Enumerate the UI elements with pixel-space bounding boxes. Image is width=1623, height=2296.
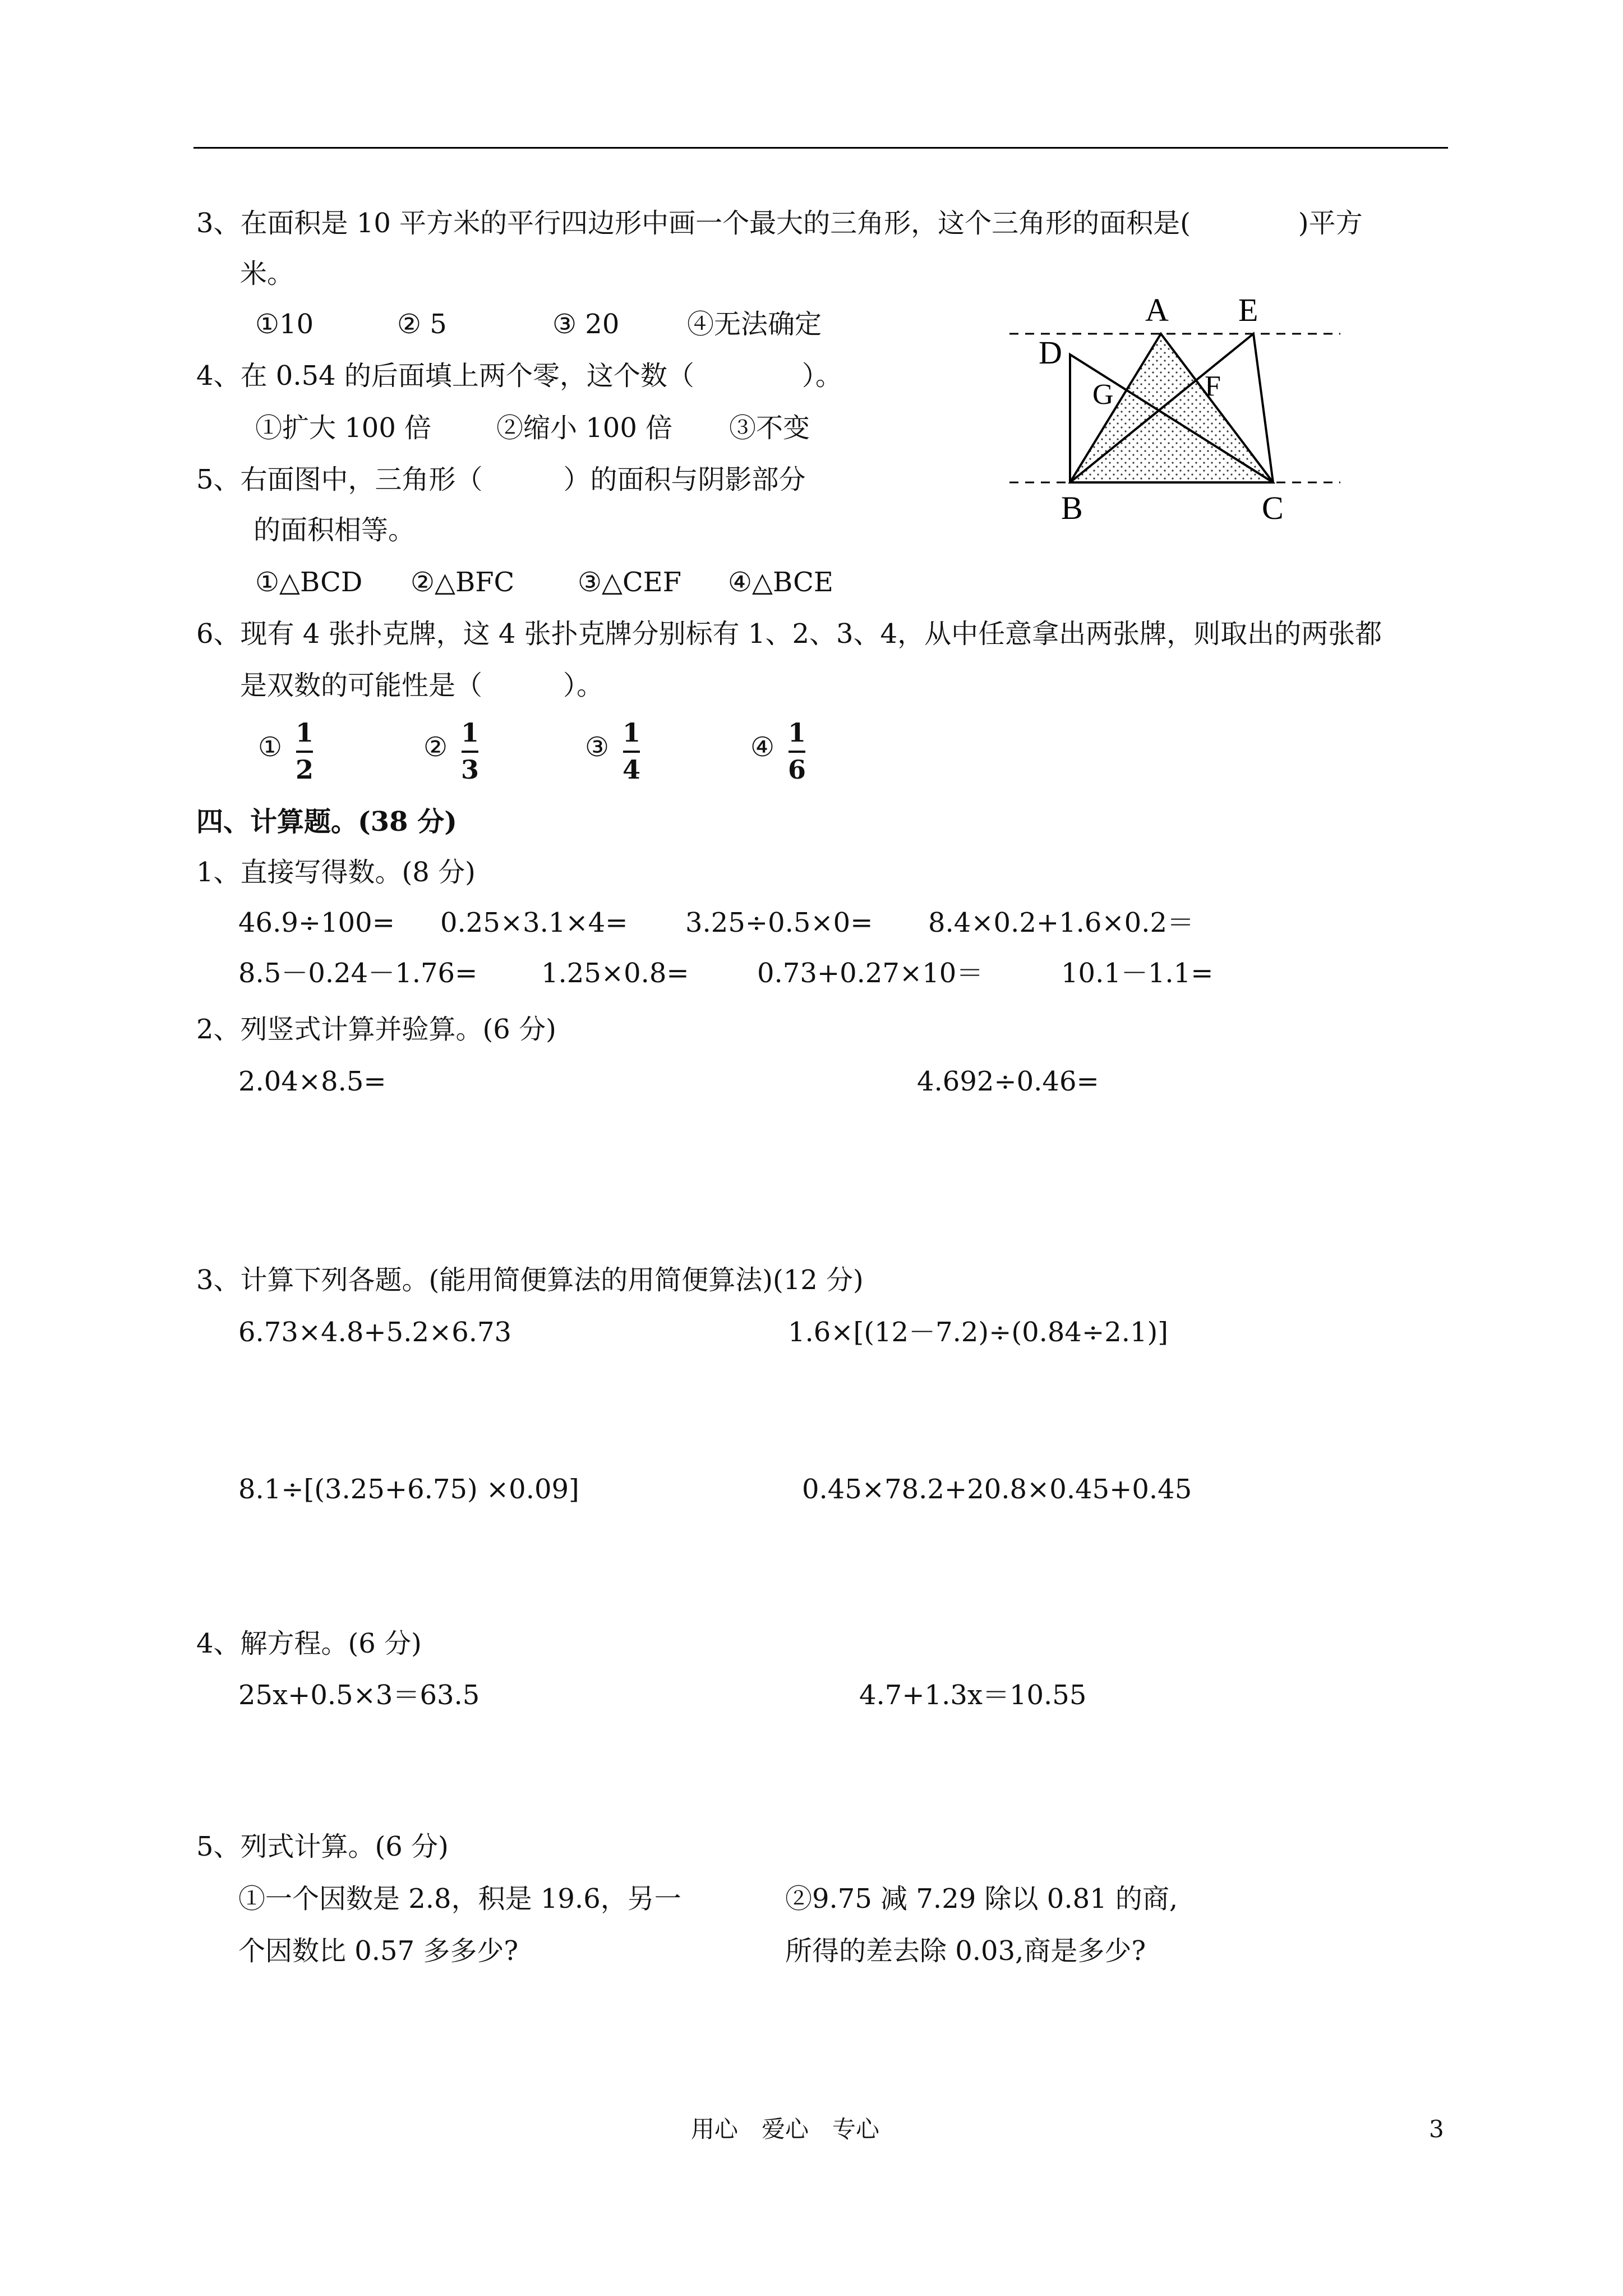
q3-option-2: ② 5 [397,309,447,340]
page-number: 3 [1429,2115,1444,2143]
label-b: B [1061,490,1083,526]
fraction-bar [462,751,478,753]
label-g: G [1092,379,1114,411]
label-f: F [1205,370,1221,402]
fraction-numerator: 1 [295,717,313,748]
calc-2-expr-1: 2.04×8.5= [238,1066,386,1097]
header-rule [193,147,1448,149]
q6-text: 6、现有 4 张扑克牌，这 4 张扑克牌分别标有 1、2、3、4，从中任意拿出两张牌，则取出的两张都 [196,618,1382,650]
fraction-numerator: 1 [787,717,806,748]
fraction-numerator: 1 [460,717,479,748]
q6-option-2-mark: ② [423,731,448,763]
calc-1-expr-8: 10.1－1.1= [1061,958,1214,989]
calc-2-expr-2: 4.692÷0.46= [917,1066,1099,1097]
calc-3-expr-4: 0.45×78.2+20.8×0.45+0.45 [802,1474,1192,1505]
fraction-denominator: 2 [295,754,313,785]
q6-option-1-mark: ① [258,731,283,763]
fraction-bar [623,751,640,753]
q6-option-2-fraction [457,717,483,785]
fraction-denominator: 3 [460,754,479,785]
label-c: C [1262,490,1284,526]
calc-5a-line-1: ①一个因数是 2.8，积是 19.6，另一 [238,1883,681,1915]
q3-text: 3、在面积是 10 平方米的平行四边形中画一个最大的三角形，这个三角形的面积是( )平方 [196,208,1363,239]
calc-5b-line-1: ②9.75 减 7.29 除以 0.81 的商, [785,1883,1178,1915]
q6-text-cont: 是双数的可能性是（ ）。 [240,670,604,701]
label-d: D [1039,334,1062,371]
q5-option-1: ①△BCD [255,567,363,598]
fraction-bar [296,751,313,753]
calc-1-expr-1: 46.9÷100= [238,907,395,938]
calc-3-heading: 3、计算下列各题。(能用简便算法的用简便算法)(12 分) [196,1264,864,1296]
q6-option-3-fraction [619,717,644,785]
q3-option-3: ③ 20 [552,309,620,340]
q3-option-1: ①10 [255,309,314,340]
label-a: A [1145,292,1169,328]
q6-option-3-mark: ③ [585,731,610,763]
triangle-figure [1009,292,1363,533]
calc-1-expr-2: 0.25×3.1×4= [440,907,628,938]
q5-option-3: ③△CEF [578,567,682,598]
q3-option-4: ④无法确定 [687,309,822,340]
q5-option-2: ②△BFC [411,567,515,598]
calc-3-expr-2: 1.6×[(12－7.2)÷(0.84÷2.1)] [788,1317,1168,1348]
calc-1-expr-5: 8.5－0.24－1.76= [238,958,478,989]
q6-option-4-fraction [784,717,810,785]
calc-3-expr-3: 8.1÷[(3.25+6.75) ×0.09] [238,1474,579,1505]
calc-1-expr-7: 0.73+0.27×10＝ [757,958,984,989]
fraction-denominator: 6 [787,754,806,785]
label-e: E [1238,292,1258,328]
q4-option-2: ②缩小 100 倍 [496,412,673,444]
q5-text-cont: 的面积相等。 [253,514,416,546]
section-4-heading: 四、计算题。(38 分) [196,806,457,838]
footer-motto: 用心 爱心 专心 [691,2115,880,2143]
q3-text-cont: 米。 [240,258,294,289]
q4-text: 4、在 0.54 的后面填上两个零，这个数（ ）。 [196,360,842,392]
q4-option-3: ③不变 [729,412,810,444]
calc-5-heading: 5、列式计算。(6 分) [196,1831,449,1862]
calc-4-heading: 4、解方程。(6 分) [196,1628,422,1659]
calc-4-expr-2: 4.7+1.3x＝10.55 [859,1680,1087,1711]
fraction-denominator: 4 [622,754,640,785]
fraction-bar [789,751,805,753]
calc-1-expr-6: 1.25×0.8= [541,958,689,989]
calc-1-expr-3: 3.25÷0.5×0= [685,907,873,938]
q4-option-1: ①扩大 100 倍 [255,412,432,444]
q5-option-4: ④△BCE [728,567,833,598]
calc-5b-line-2: 所得的差去除 0.03,商是多少? [785,1935,1146,1967]
q6-option-1-fraction [292,717,317,785]
calc-5a-line-2: 个因数比 0.57 多多少? [238,1935,519,1967]
calc-1-expr-4: 8.4×0.2+1.6×0.2＝ [928,907,1195,938]
calc-3-expr-1: 6.73×4.8+5.2×6.73 [238,1317,512,1348]
calc-4-expr-1: 25x+0.5×3＝63.5 [238,1680,480,1711]
q5-text: 5、右面图中，三角形（ ）的面积与阴影部分 [196,464,806,495]
q6-option-4-mark: ④ [750,731,775,763]
calc-2-heading: 2、列竖式计算并验算。(6 分) [196,1014,556,1045]
fraction-numerator: 1 [622,717,640,748]
calc-1-heading: 1、直接写得数。(8 分) [196,857,476,888]
